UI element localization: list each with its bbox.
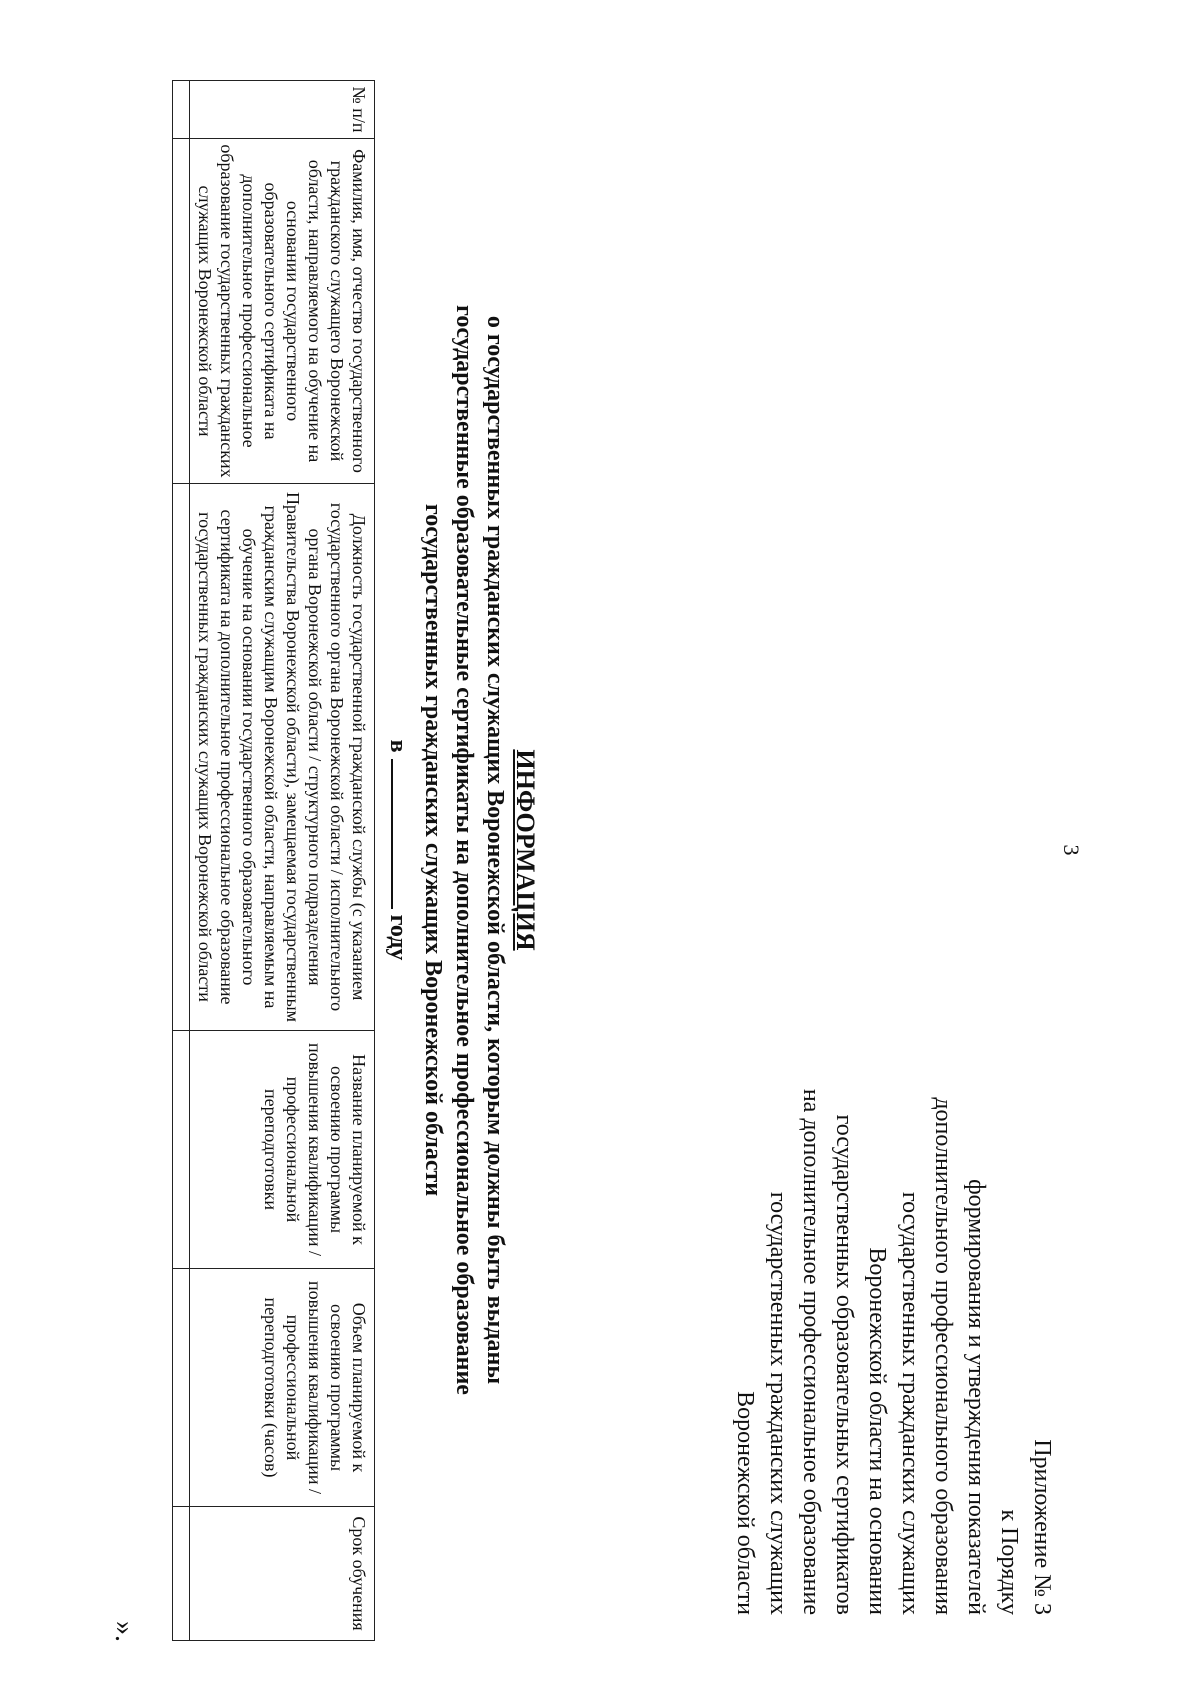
column-header-full-name: Фамилия, имя, отчество государственного гражданского служащего Воронежской области, направляемого на обучение на основании государственного образовательного сертификата на дополнительное профессиональное образование государственных гражданских служащих Воронежской области: [190, 139, 375, 484]
title-line: о государственных гражданских служащих Воронежской области, которым должны быть выданы: [482, 315, 508, 1385]
appendix-line: Воронежской области: [732, 1391, 758, 1615]
table-cell: [173, 139, 190, 484]
appendix-line: на дополнительное профессиональное образование: [798, 1088, 824, 1615]
table-cell: [173, 81, 190, 139]
document-title: [381, 100, 540, 1600]
title-line: государственных гражданских служащих Воронежской области: [420, 503, 446, 1197]
table-cell: [173, 484, 190, 1031]
table-header-row: [190, 81, 375, 1641]
table-cell: [173, 1507, 190, 1641]
rotated-page: [40, 40, 1100, 1660]
closing-mark: ».: [109, 1621, 140, 1642]
info-table: [172, 80, 375, 1641]
year-blank: [391, 759, 411, 909]
appendix-line: дополнительного профессионального образования: [930, 1097, 956, 1615]
column-header-number: № п/п: [190, 81, 375, 139]
year-prefix: в: [385, 739, 411, 753]
column-header-duration: Срок обучения: [190, 1507, 375, 1641]
appendix-line: Приложение № 3: [1029, 1439, 1055, 1615]
appendix-line: формирования и утверждения показателей: [963, 1179, 989, 1615]
title-main: ИНФОРМАЦИЯ: [511, 749, 540, 951]
appendix-header: [728, 855, 1058, 1615]
year-suffix: году: [385, 914, 411, 961]
column-header-program-name: Название планируемой к освоению программы повышения квалификации / профессиональной переподготовки: [190, 1031, 375, 1269]
table-cell: [173, 1031, 190, 1269]
table-cell: [173, 1269, 190, 1507]
year-line: [381, 100, 415, 1600]
table-row: [173, 81, 190, 1641]
appendix-line: государственных гражданских служащих: [897, 1191, 923, 1615]
appendix-line: к Порядку: [996, 1509, 1022, 1615]
appendix-line: государственных образовательных сертификатов: [831, 1114, 857, 1615]
column-header-position: Должность государственной гражданской службы (с указанием государственного органа Воронежской области / исполнительного органа Воронежской области / структурного подразделения Правительства Воронежской области), замещаемая государственным гражданским служащим Воронежской области, направляемым на обучение на основании государственного образовательного сертификата на дополнительное профессиональное образование государственных гражданских служащих Воронежской области: [190, 484, 375, 1031]
appendix-line: государственных гражданских служащих: [765, 1191, 791, 1615]
column-header-program-volume: Объем планируемой к освоению программы повышения квалификации / профессиональной переподготовки (часов): [190, 1269, 375, 1507]
page-number: 3: [1059, 844, 1084, 856]
appendix-line: Воронежской области на основании: [864, 1247, 890, 1615]
title-line: государственные образовательные сертификаты на дополнительное профессиональное образование: [451, 305, 477, 1395]
